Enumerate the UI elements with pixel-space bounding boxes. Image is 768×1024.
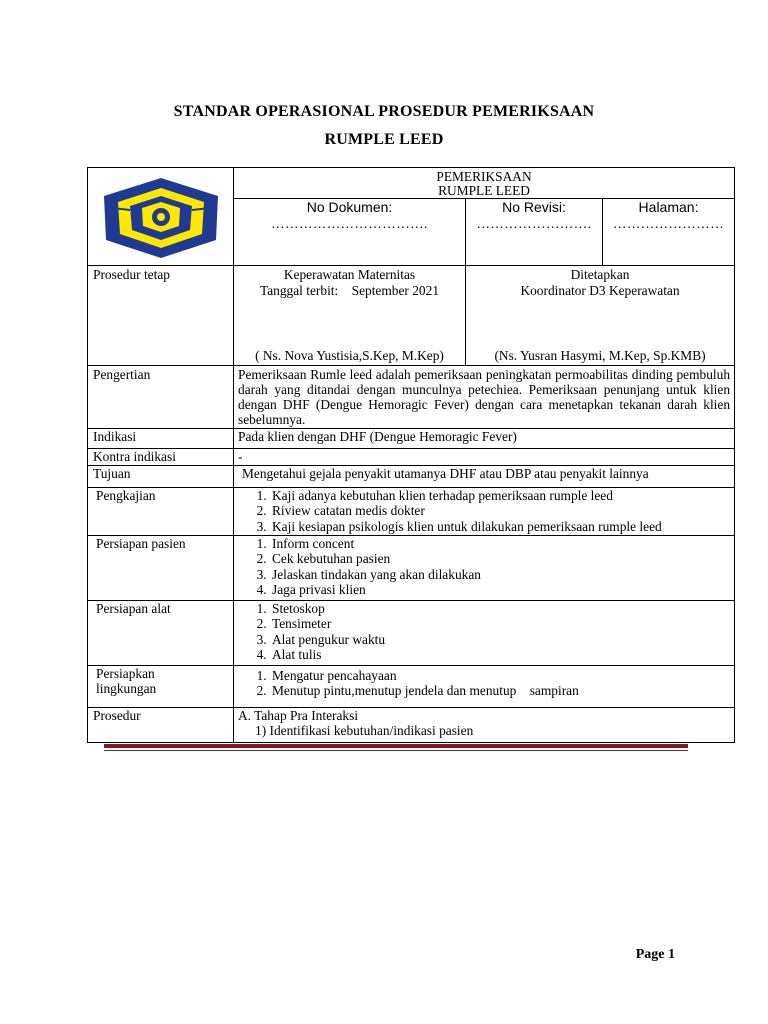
list-item: 2. Riview catatan medis dokter: [270, 503, 730, 519]
kontra-text: -: [234, 449, 735, 466]
pengkajian-label: Pengkajian: [88, 487, 234, 535]
approver-cell: [466, 266, 735, 366]
list-item: 2. Menutup pintu,menutup jendela dan menutup sampiran: [270, 683, 730, 699]
list-item: 1. Inform concent: [270, 536, 730, 552]
list-item: 2. Cek kebutuhan pasien: [270, 551, 730, 567]
approver-title: Koordinator D3 Keperawatan: [520, 282, 680, 298]
issue-date: [238, 283, 461, 299]
sop-table: [87, 167, 735, 743]
procedure-name-line2: RUMPLE LEED: [438, 183, 530, 198]
tujuan-label: Tujuan: [88, 465, 234, 487]
indikasi-text: Pada klien dengan DHF (Dengue Hemoragic Fever): [234, 429, 735, 449]
prosedur-cell: [234, 707, 735, 742]
pengkajian-list: [238, 488, 730, 535]
persiapan-alat-label: Persiapan alat: [88, 600, 234, 665]
list-item: 3. Jelaskan tindakan yang akan dilakukan: [270, 567, 730, 583]
lingkungan-label-line2: lingkungan: [96, 681, 157, 696]
list-item: 4. Jaga privasi klien: [270, 582, 730, 598]
page-number: Page 1: [635, 947, 675, 962]
prosedur-label: Prosedur: [88, 707, 234, 742]
page-value: ……………………: [612, 215, 725, 231]
lingkungan-label: [88, 665, 234, 707]
list-item: 4. Alat tulis: [270, 647, 730, 663]
page-cell: [603, 199, 735, 266]
lingkungan-label-line1: Persiapkan: [96, 665, 155, 681]
list-item: 3. Alat pengukur waktu: [270, 632, 730, 648]
persiapan-alat-cell: [234, 600, 735, 665]
footer-rule-thin: [104, 750, 688, 751]
issue-date-value: September 2021: [351, 282, 440, 298]
list-item: 3. Kaji kesiapan psikologis klien untuk dilakukan pemeriksaan rumple leed: [270, 519, 730, 535]
indikasi-label: Indikasi: [88, 429, 234, 449]
prosedur-step-a1: 1) Identifikasi kebutuhan/indikasi pasien: [255, 723, 474, 738]
list-item: 1. Stetoskop: [270, 601, 730, 617]
list-item: 2. Tensimeter: [270, 616, 730, 632]
revision-value: …………………….: [476, 215, 592, 231]
pengkajian-cell: [234, 487, 735, 535]
procedure-name-cell: [234, 168, 735, 199]
revision-cell: [466, 199, 603, 266]
doc-number-cell: [234, 199, 466, 266]
revision-label: No Revisi:: [502, 199, 566, 215]
prosedur-step-a: A. Tahap Pra Interaksi: [238, 707, 359, 723]
procedure-name-line1: PEMERIKSAAN: [436, 169, 532, 184]
issuer-cell: [234, 266, 466, 366]
pengertian-text: Pemeriksaan Rumle leed adalah pemeriksaan peningkatan permoabilitas dinding pembuluh darah yang ditandai dengan munculnya petechiea. Pemeriksaan penunjang untuk klien dengan DHF (Dengue Hemoragic Fever) dengan cara menetapkan tekanan darah klien sebelumnya.: [234, 366, 735, 429]
pengertian-label: Pengertian: [88, 366, 234, 429]
persiapan-pasien-label: Persiapan pasien: [88, 535, 234, 600]
tujuan-text: Mengetahui gejala penyakit utamanya DHF atau DBP atau penyakit lainnya: [234, 465, 735, 487]
lingkungan-cell: [234, 665, 735, 707]
doc-number-value: …………………………….: [271, 215, 428, 231]
kontra-label: Kontra indikasi: [88, 449, 234, 466]
persiapan-pasien-cell: [234, 535, 735, 600]
persiapan-alat-list: [238, 601, 730, 663]
logo-cell: [88, 168, 234, 266]
prosedur-tetap-label: Prosedur tetap: [88, 266, 234, 366]
document-title: STANDAR OPERASIONAL PROSEDUR PEMERIKSAAN: [173, 103, 595, 120]
approver-signature: (Ns. Yusran Hasymi, M.Kep, Sp.KMB): [494, 347, 706, 363]
list-item: 1. Mengatur pencahayaan: [270, 668, 730, 684]
lingkungan-list: [238, 668, 730, 699]
doc-number-label: No Dokumen:: [306, 199, 393, 215]
institution-logo: [92, 174, 230, 262]
footer-rule-thick: [104, 744, 688, 748]
page-label: Halaman:: [638, 199, 699, 215]
department-name: Keperawatan Maternitas: [283, 267, 416, 282]
document-subtitle: RUMPLE LEED: [324, 131, 444, 148]
issue-date-label: Tanggal terbit:: [259, 282, 339, 298]
persiapan-pasien-list: [238, 536, 730, 598]
list-item: 1. Kaji adanya kebutuhan klien terhadap pemeriksaan rumple leed: [270, 488, 730, 504]
issuer-signature: ( Ns. Nova Yustisia,S.Kep, M.Kep): [255, 347, 444, 363]
approved-label: Ditetapkan: [570, 267, 630, 282]
